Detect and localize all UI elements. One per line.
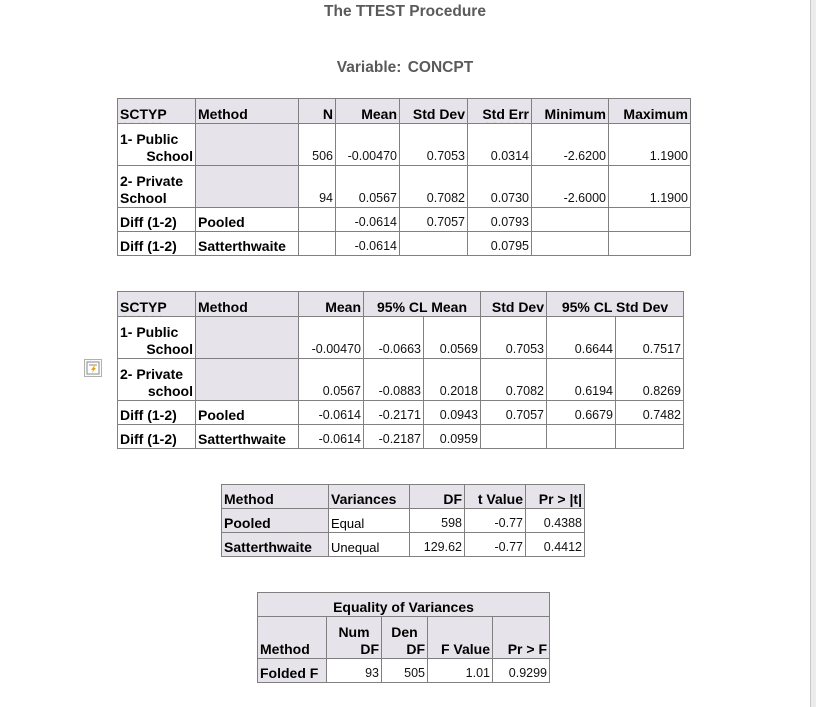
cell-mean: -0.00470: [336, 124, 400, 166]
cell-mean: -0.0614: [336, 232, 400, 256]
table-row: [258, 659, 550, 683]
row-header-sctyp: Diff (1-2): [118, 425, 196, 449]
table-row: [222, 533, 585, 557]
cell-std-err: 0.0314: [468, 124, 532, 166]
variable-label: Variable:: [336, 59, 402, 76]
cell-p-value: 0.4412: [526, 533, 585, 557]
column-header: Mean: [336, 99, 400, 124]
column-header: Method: [258, 617, 327, 659]
row-header-method: Satterthwaite: [222, 533, 329, 557]
cell-maximum: [609, 232, 691, 256]
row-header-method: Folded F: [258, 659, 327, 683]
table-header-row: [258, 617, 550, 659]
cell-cl-mean-lower: -0.2171: [364, 401, 424, 425]
cell-den-df: 505: [382, 659, 428, 683]
column-header: Mean: [299, 292, 364, 317]
cell-minimum: [532, 208, 609, 232]
column-header: F Value: [428, 617, 493, 659]
column-header: SCTYP: [118, 99, 196, 124]
column-header: Pr > F: [493, 617, 550, 659]
cell-mean: -0.0614: [299, 401, 364, 425]
cell-n: [299, 208, 336, 232]
column-header: t Value: [465, 485, 526, 509]
equality-of-variances-table: [257, 592, 550, 683]
row-header-sctyp: 2- Private School: [118, 166, 196, 208]
cell-t-value: -0.77: [465, 509, 526, 533]
column-header: Den DF: [382, 617, 428, 659]
cell-num-df: 93: [327, 659, 382, 683]
cell-cl-sd-upper: 0.8269: [616, 359, 684, 401]
cell-std-dev: 0.7057: [481, 401, 547, 425]
table-row: [118, 166, 691, 208]
cell-std-dev: 0.7082: [400, 166, 468, 208]
column-header: N: [299, 99, 336, 124]
row-header-sctyp: Diff (1-2): [118, 232, 196, 256]
row-header-sctyp: 1- Public School: [118, 124, 196, 166]
cell-f-value: 1.01: [428, 659, 493, 683]
row-header-sctyp: 1- Public School: [118, 317, 196, 359]
cell-cl-sd-lower: 0.6679: [547, 401, 616, 425]
row-header-method: [196, 317, 299, 359]
table-row: [118, 317, 684, 359]
column-header: Pr > |t|: [526, 485, 585, 509]
table-title-row: [258, 593, 550, 617]
row-header-method: [196, 359, 299, 401]
column-header: Method: [222, 485, 329, 509]
ttest-table: [221, 484, 585, 557]
procedure-title: The TTEST Procedure: [324, 3, 486, 20]
cell-std-dev: 0.7053: [481, 317, 547, 359]
cell-variances: Equal: [329, 509, 410, 533]
cell-cl-mean-lower: -0.0883: [364, 359, 424, 401]
row-header-method: Pooled: [222, 509, 329, 533]
cell-cl-mean-lower: -0.0663: [364, 317, 424, 359]
row-header-method: Pooled: [196, 208, 299, 232]
column-header: SCTYP: [118, 292, 196, 317]
table-header-row: [118, 292, 684, 317]
table-header-row: [118, 99, 691, 124]
cell-p-value: 0.4388: [526, 509, 585, 533]
row-header-sctyp: Diff (1-2): [118, 208, 196, 232]
cell-std-err: 0.0793: [468, 208, 532, 232]
column-header: Method: [196, 292, 299, 317]
cell-std-dev: [400, 232, 468, 256]
row-header-method: [196, 166, 299, 208]
table-row: [118, 425, 684, 449]
column-header: Variances: [329, 485, 410, 509]
cell-cl-sd-upper: 0.7517: [616, 317, 684, 359]
cell-cl-sd-lower: 0.6644: [547, 317, 616, 359]
cell-cl-mean-lower: -0.2187: [364, 425, 424, 449]
cell-mean: 0.0567: [299, 359, 364, 401]
column-header: Std Dev: [400, 99, 468, 124]
cell-cl-sd-lower: [547, 425, 616, 449]
cell-cl-sd-upper: 0.7482: [616, 401, 684, 425]
cell-df: 129.62: [410, 533, 465, 557]
cell-n: 94: [299, 166, 336, 208]
column-header: Minimum: [532, 99, 609, 124]
column-header: Num DF: [327, 617, 382, 659]
cell-cl-mean-upper: 0.0959: [424, 425, 481, 449]
row-header-sctyp: Diff (1-2): [118, 401, 196, 425]
row-header-method: Satterthwaite: [196, 425, 299, 449]
table-row: [118, 401, 684, 425]
cell-maximum: [609, 208, 691, 232]
table-title: Equality of Variances: [258, 593, 550, 617]
cell-minimum: [532, 232, 609, 256]
cell-mean: -0.00470: [299, 317, 364, 359]
page-edge-shadow: [811, 0, 816, 707]
column-header: Maximum: [609, 99, 691, 124]
cell-cl-mean-upper: 0.2018: [424, 359, 481, 401]
cell-t-value: -0.77: [465, 533, 526, 557]
variable-name: CONCPT: [407, 59, 474, 76]
column-header: Std Dev: [481, 292, 547, 317]
comment-note-icon[interactable]: [84, 359, 102, 377]
cell-maximum: 1.1900: [609, 124, 691, 166]
cell-minimum: -2.6200: [532, 124, 609, 166]
cell-cl-sd-upper: [616, 425, 684, 449]
cell-cl-mean-upper: 0.0943: [424, 401, 481, 425]
statistics-table: [117, 98, 691, 256]
column-header: 95% CL Std Dev: [547, 292, 684, 317]
column-header: Method: [196, 99, 299, 124]
variable-heading: [0, 59, 810, 77]
column-header: 95% CL Mean: [364, 292, 481, 317]
table-row: [118, 124, 691, 166]
row-header-method: Pooled: [196, 401, 299, 425]
cell-cl-mean-upper: 0.0569: [424, 317, 481, 359]
cell-std-dev: 0.7057: [400, 208, 468, 232]
cell-std-dev: 0.7082: [481, 359, 547, 401]
cell-mean: -0.0614: [299, 425, 364, 449]
cell-std-err: 0.0795: [468, 232, 532, 256]
table-row: [118, 359, 684, 401]
row-header-sctyp: 2- Private school: [118, 359, 196, 401]
table-row: [118, 232, 691, 256]
cell-std-dev: 0.7053: [400, 124, 468, 166]
cell-cl-sd-lower: 0.6194: [547, 359, 616, 401]
column-header: DF: [410, 485, 465, 509]
cell-mean: -0.0614: [336, 208, 400, 232]
row-header-method: Satterthwaite: [196, 232, 299, 256]
column-header: Std Err: [468, 99, 532, 124]
confidence-limits-table: [117, 291, 684, 449]
cell-std-dev: [481, 425, 547, 449]
cell-mean: 0.0567: [336, 166, 400, 208]
cell-maximum: 1.1900: [609, 166, 691, 208]
cell-df: 598: [410, 509, 465, 533]
table-row: [118, 208, 691, 232]
cell-std-err: 0.0730: [468, 166, 532, 208]
cell-n: [299, 232, 336, 256]
cell-n: 506: [299, 124, 336, 166]
cell-p-value: 0.9299: [493, 659, 550, 683]
table-header-row: [222, 485, 585, 509]
cell-minimum: -2.6000: [532, 166, 609, 208]
cell-variances: Unequal: [329, 533, 410, 557]
table-row: [222, 509, 585, 533]
row-header-method: [196, 124, 299, 166]
